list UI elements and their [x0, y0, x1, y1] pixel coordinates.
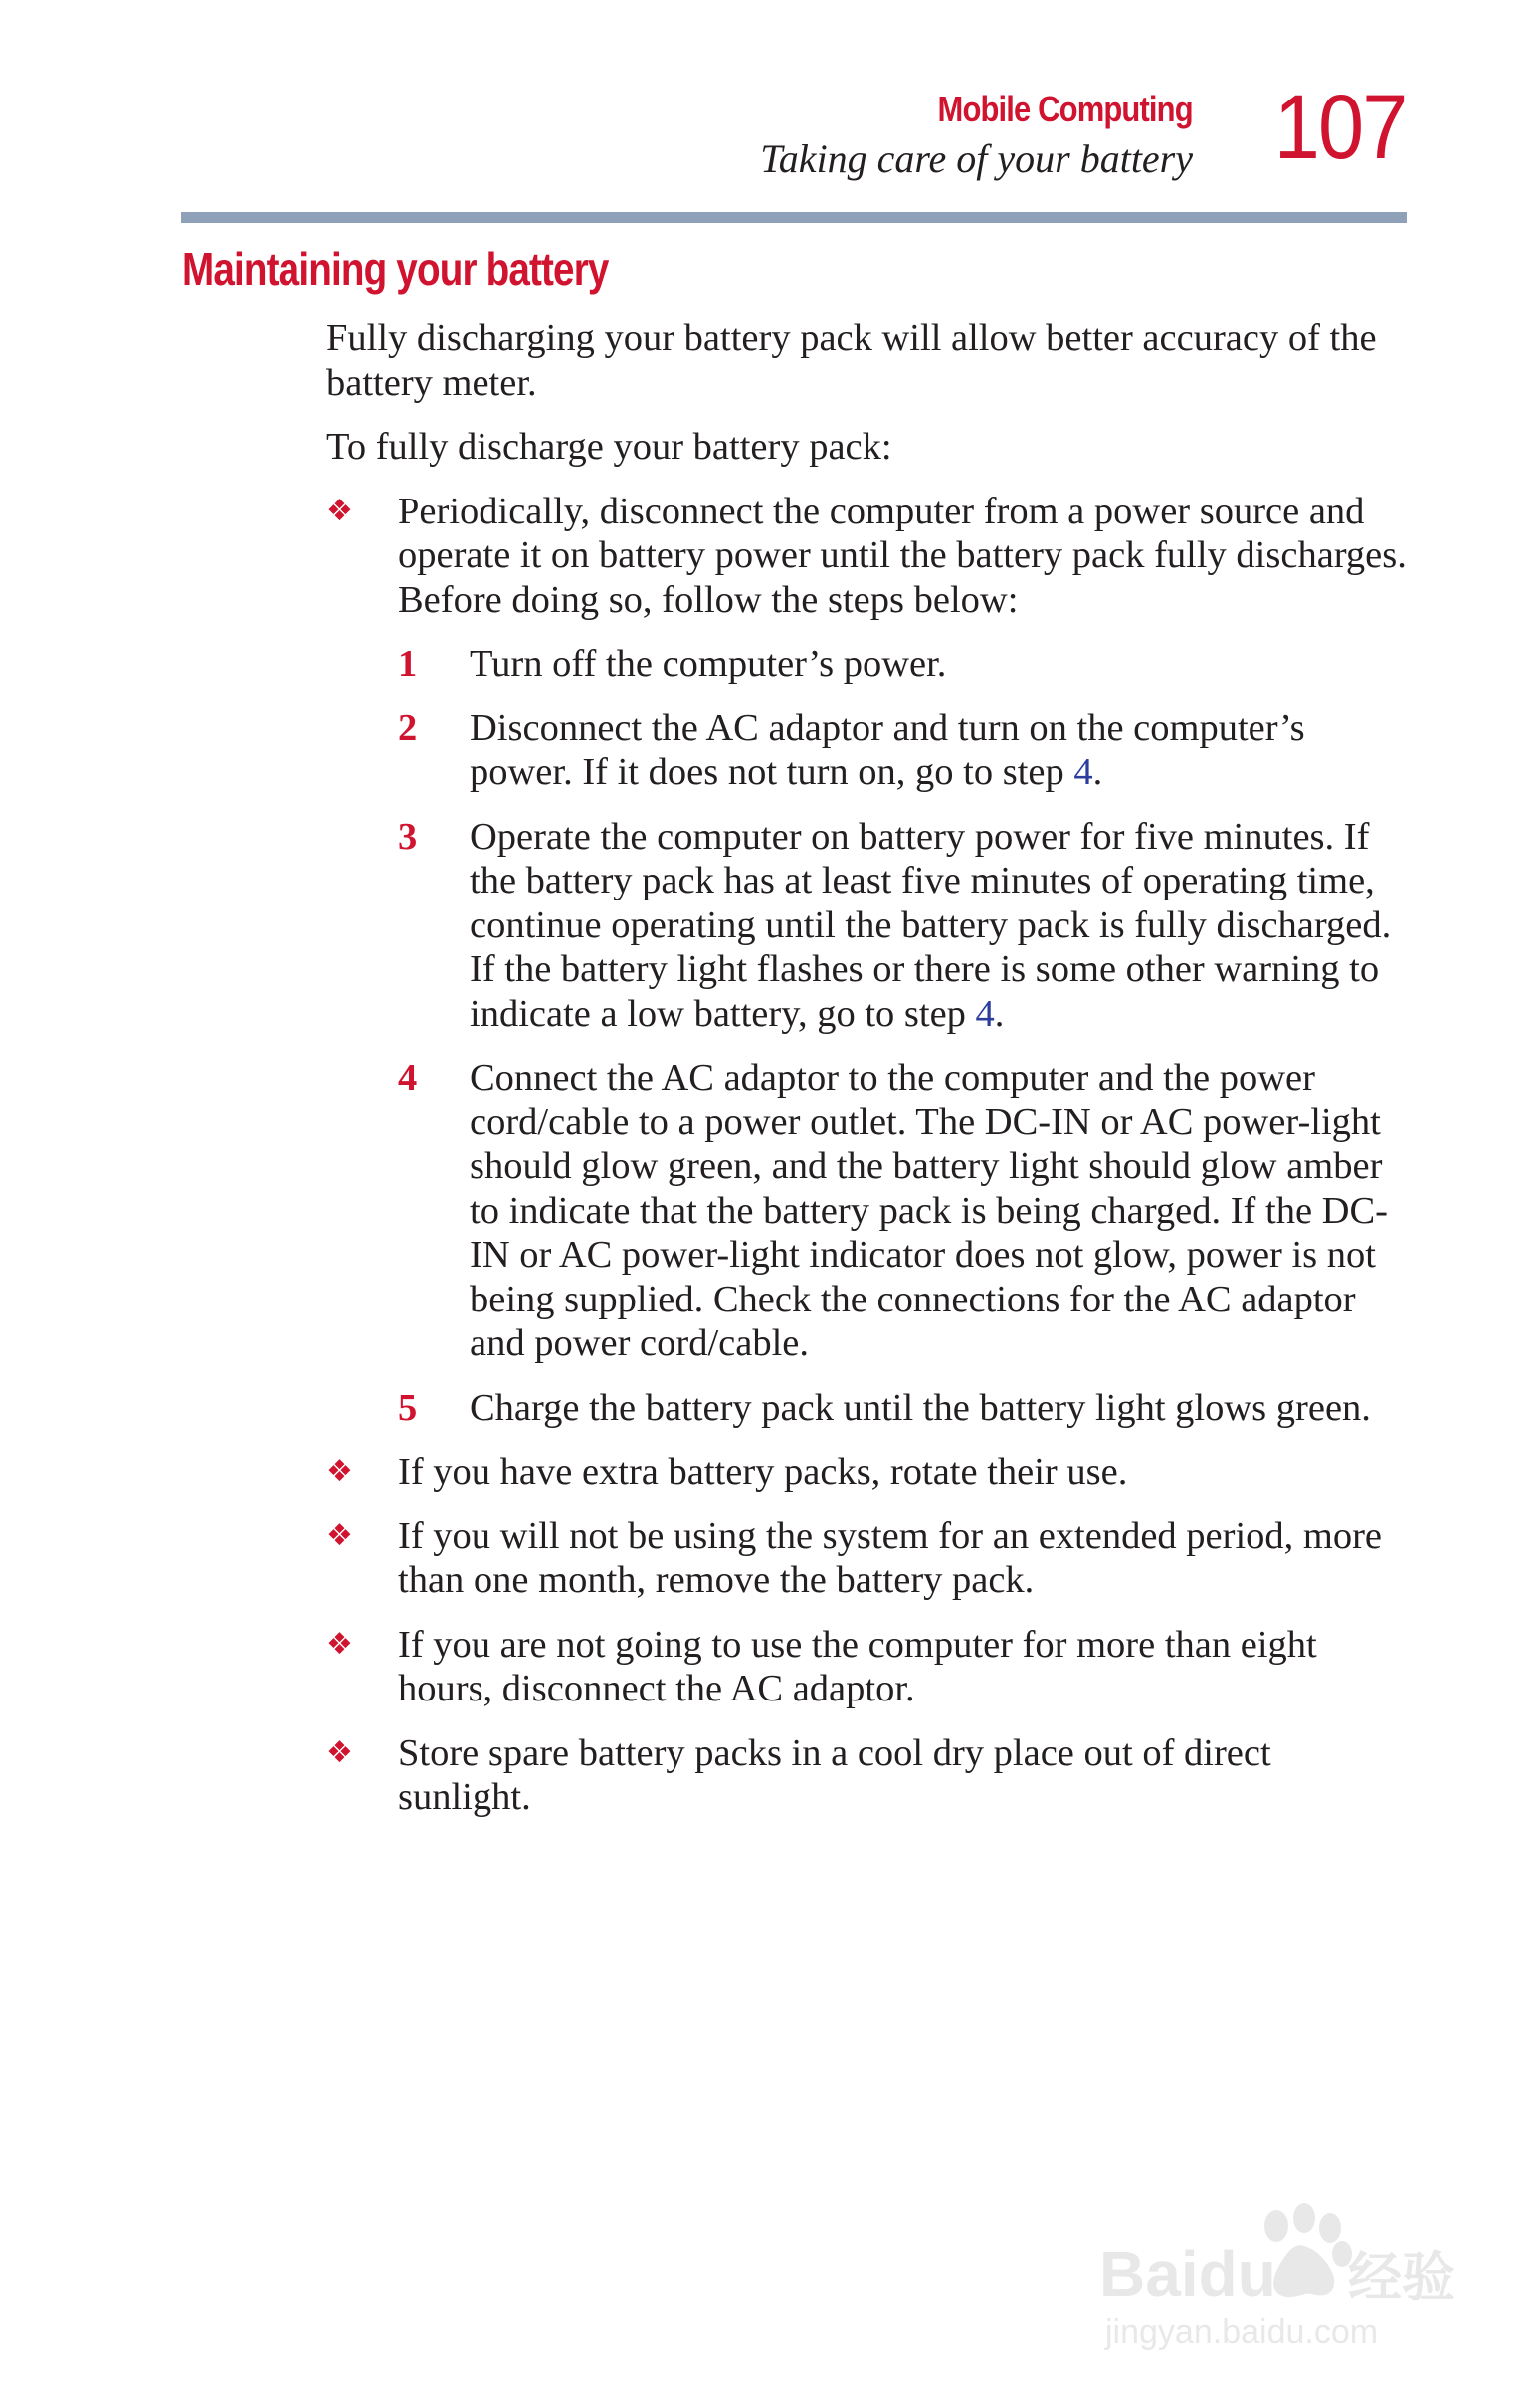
paw-logo-icon [1264, 2203, 1352, 2297]
header-rule [181, 212, 1407, 223]
step-link[interactable]: 4 [975, 992, 995, 1035]
step-text: Connect the AC adaptor to the computer and the power cord/cable to a power outlet. The DC-IN or AC power-light should glow green, and the battery light should glow amber to indicate that the battery pack is being charged. If the DC-IN or AC power-light indicator does not glow, power is not being supplied. Check the connections for the AC adaptor and power cord/cable. [470, 1057, 1388, 1364]
page-number: 107 [1273, 77, 1406, 178]
body-content [326, 316, 1411, 1840]
bullet-text: If you will not be using the system for an extended period, more than one month, remove the battery pack. [398, 1514, 1383, 1601]
bullet-text: If you have extra battery packs, rotate their use. [398, 1451, 1128, 1493]
intro-paragraph: To fully discharge your battery pack: [326, 426, 892, 468]
step-list [398, 642, 1411, 1430]
step-item [398, 706, 1411, 795]
step-text: Disconnect the AC adaptor and turn on the computer’s power. If it does not turn on, go to step [470, 706, 1305, 793]
step-number: 4 [398, 1057, 418, 1099]
bullet-diamond-icon: ❖ [326, 1454, 353, 1489]
bullet-diamond-icon: ❖ [326, 493, 353, 528]
bullet-item [326, 1731, 1411, 1820]
bullet-text: If you are not going to use the computer for more than eight hours, disconnect the AC adaptor. [398, 1623, 1317, 1709]
baidu-jingyan-watermark [1099, 2174, 1457, 2353]
watermark-brand: Baidu [1099, 2238, 1276, 2309]
step-text: Operate the computer on battery power for five minutes. If the battery pack has at least five minutes of operating time, continue operating until the battery pack is fully discharged. If the battery light flashes or there is some other warning to indicate a low battery, go to step [470, 815, 1392, 1035]
step-number: 3 [398, 815, 418, 858]
step-text-end: . [1092, 751, 1103, 793]
watermark-suffix: 经验 [1348, 2246, 1455, 2308]
bullet-diamond-icon: ❖ [326, 1734, 353, 1770]
bullet-text: Store spare battery packs in a cool dry place out of direct sunlight. [398, 1731, 1271, 1818]
bullet-item [326, 1623, 1411, 1711]
running-header [760, 88, 1193, 185]
step-item [398, 1056, 1411, 1366]
bullet-item [326, 490, 1411, 1431]
step-text: Charge the battery pack until the battery light glows green. [470, 1386, 1371, 1429]
bullet-item [326, 1450, 1411, 1495]
header-subsection-title: Taking care of your battery [760, 136, 1193, 181]
step-item [398, 1386, 1411, 1431]
bullet-diamond-icon: ❖ [326, 1626, 353, 1662]
watermark-url: jingyan.baidu.com [1105, 2313, 1379, 2351]
section-heading: Maintaining your battery [182, 243, 609, 295]
step-text-end: . [994, 992, 1005, 1035]
bullet-text: Periodically, disconnect the computer from a power source and operate it on battery power until the battery pack fully discharges. Before doing so, follow the steps below: [398, 490, 1407, 621]
bullet-diamond-icon: ❖ [326, 1517, 353, 1553]
step-number: 1 [398, 643, 418, 685]
step-item [398, 815, 1411, 1037]
step-link[interactable]: 4 [1073, 751, 1093, 793]
step-item [398, 642, 1411, 687]
intro-paragraph: Fully discharging your battery pack will allow better accuracy of the battery meter. [326, 317, 1377, 404]
header-section-title: Mobile Computing [937, 89, 1193, 129]
step-text: Turn off the computer’s power. [470, 643, 947, 685]
step-number: 2 [398, 706, 418, 749]
bullet-item [326, 1514, 1411, 1603]
step-number: 5 [398, 1386, 418, 1429]
